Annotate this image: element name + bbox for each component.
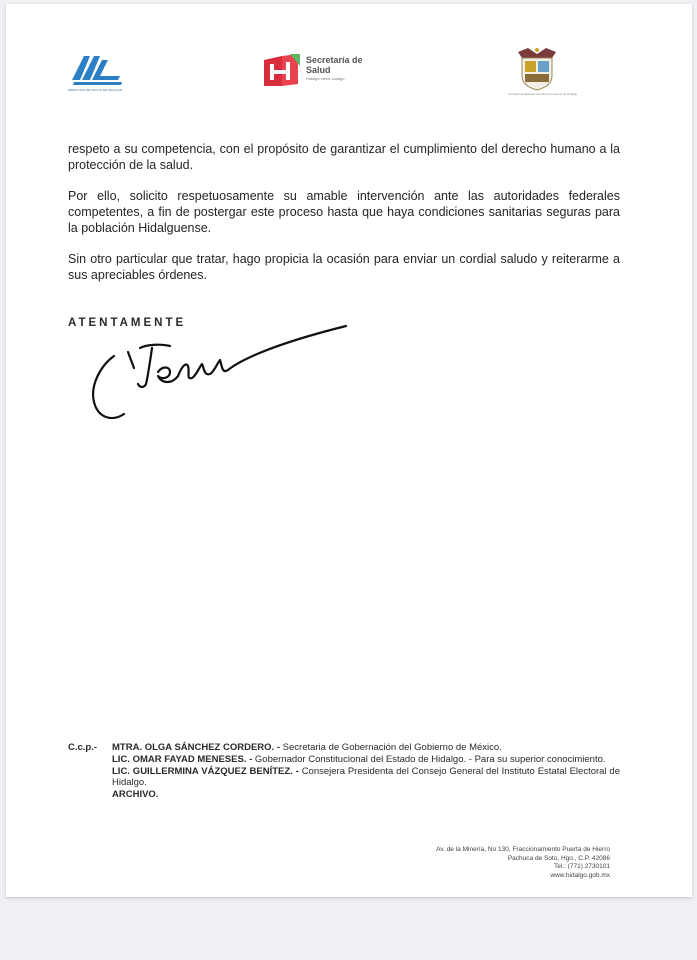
- ccp-section: [68, 742, 620, 801]
- paragraph-3: Sin otro particular que tratar, hago propicia la ocasión para enviar un cordial saludo y reiterarme a sus apreciables órdenes.: [68, 251, 620, 282]
- ccp-item-role: Consejera Presidenta del Consejo General del Instituto Estatal Electoral de Hidalgo.: [112, 766, 620, 788]
- secretaria-line1: Secretaría de: [306, 55, 363, 65]
- closing-label: ATENTAMENTE: [68, 317, 187, 329]
- ccp-item: [112, 742, 620, 753]
- footer-line: Tel.: (771) 2730101: [553, 863, 610, 870]
- ccp-item-role: Gobernador Constitucional del Estado de Hidalgo. - Para su superior conocimiento.: [254, 754, 606, 765]
- footer-address: [436, 846, 610, 880]
- coat-of-arms-caption: Comisión Estatal de Derechos Humanos de Hidalgo: [508, 92, 578, 96]
- paragraph-1: respeto a su competencia, con el propósito de garantizar el cumplimiento del derecho humano a la protección de la salud.: [68, 141, 620, 172]
- handwritten-signature-icon: [86, 322, 356, 432]
- ccp-item-name: MTRA. OLGA SÁNCHEZ CORDERO. -: [112, 742, 281, 753]
- paragraph-2: Por ello, solicito respetuosamente su amable intervención ante las autoridades federales competentes, a fin de postergar este proceso hasta que haya condiciones sanitarias seguras para la población Hidalguense.: [68, 188, 620, 235]
- footer-line: Av. de la Minería, No 130, Fraccionamiento Puerta de Hierro: [436, 846, 610, 853]
- ccp-label: C.c.p.-: [68, 742, 98, 753]
- ccp-item-name: ARCHIVO.: [112, 789, 159, 800]
- servicios-salud-icon: [68, 50, 128, 88]
- ccp-item: [112, 754, 620, 765]
- ccp-item: [112, 766, 620, 788]
- footer-line: Pachuca de Soto, Hgo., C.P. 42086: [507, 854, 610, 862]
- ccp-item-name: LIC. GUILLERMINA VÁZQUEZ BENÍTEZ. -: [112, 766, 299, 777]
- servicios-salud-logo: [68, 50, 140, 96]
- document-page: [6, 4, 692, 897]
- ccp-item: [112, 789, 620, 800]
- secretaria-salud-icon: [260, 52, 302, 90]
- secretaria-salud-logo: [260, 52, 380, 92]
- secretaria-line2: Salud: [306, 65, 331, 75]
- secretaria-tagline: Hidalgo crece contigo: [306, 76, 345, 81]
- footer-website: www.hidalgo.gob.mx: [550, 871, 610, 879]
- coat-of-arms-icon: [508, 44, 566, 92]
- ccp-item-name: LIC. OMAR FAYAD MENESES. -: [112, 754, 253, 765]
- servicios-salud-caption: SERVICIOS DE SALUD DE HIDALGO: [68, 88, 123, 92]
- coat-of-arms-logo: [508, 44, 578, 102]
- ccp-item-role: Secretaria de Gobernación del Gobierno de México.: [282, 742, 502, 753]
